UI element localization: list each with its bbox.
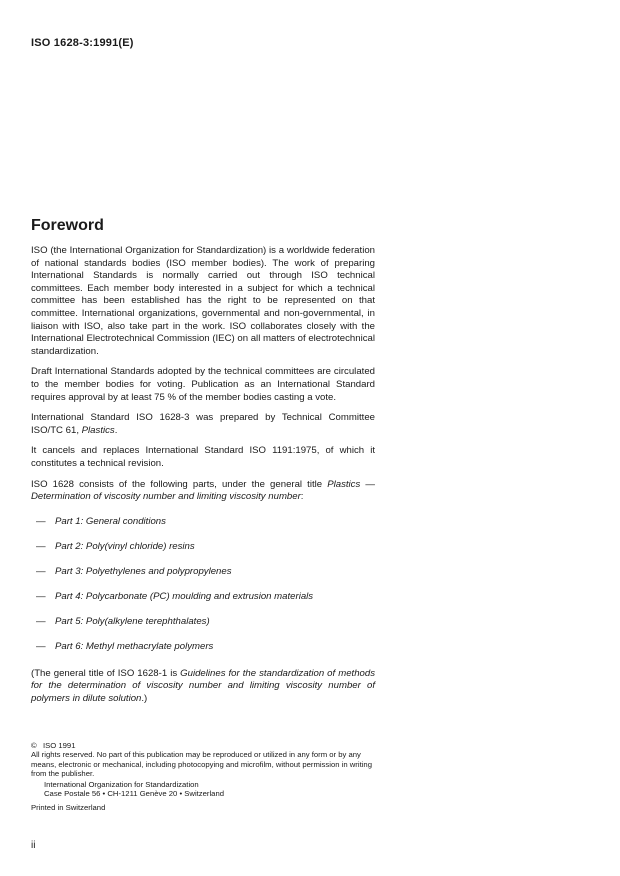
address-line: Case Postale 56 • CH-1211 Genève 20 • Switzerland xyxy=(44,789,225,799)
list-item xyxy=(31,516,375,529)
dash-bullet: — xyxy=(36,616,46,628)
paragraph-general-title-note xyxy=(31,668,375,706)
general-title: Plastics — Determination of viscosity number and limiting viscosity number xyxy=(31,478,375,503)
dash-bullet: — xyxy=(36,515,46,527)
rights-statement: All rights reserved. No part of this publication may be reproduced or utilized in any form or by any means, electronic or mechanical, including photocopying and microfilm, without permission in writing from the publisher. xyxy=(31,750,372,778)
dash-bullet: — xyxy=(36,590,46,602)
note-end: .) xyxy=(141,692,148,704)
printed-in: Printed in Switzerland xyxy=(31,802,106,812)
page-number: ii xyxy=(31,840,36,851)
paragraph-draft-standards: Draft International Standards adopted by the technical committees are circulated to the member bodies for voting. Publication as an International Standard requires approval by at least 75 % of the member bodies casting a vote. xyxy=(31,366,375,403)
copyright-text: ISO 1991 xyxy=(43,741,76,750)
address-line: International Organization for Standardization xyxy=(44,780,199,790)
part-label: Part 4: Polycarbonate (PC) moulding and extrusion materials xyxy=(55,590,314,602)
list-item xyxy=(31,541,375,554)
page-title: Foreword xyxy=(31,217,104,234)
copyright-footer xyxy=(31,741,376,812)
prepared-by-end: . xyxy=(114,424,118,436)
note-title: Guidelines for the standardization of methods for the determination of viscosity number and limiting viscosity number of polymers in dilute solution xyxy=(31,667,375,704)
publisher-address xyxy=(31,780,376,799)
paragraph-parts-intro xyxy=(31,479,375,504)
list-item xyxy=(31,616,375,629)
paragraph-iso-intro: ISO (the International Organization for Standardization) is a worldwide federation of national standards bodies (ISO member bodies). The work of preparing International Standards is normally carried out through ISO technical committees. Each member body interested in a subject for which a technical committee has been established has the right to be represented on that committee. International organizations, governmental and non-governmental, in liaison with ISO, also take part in the work. ISO collaborates closely with the International Electrotechnical Commission (IEC) on all matters of electrotechnical standardization. xyxy=(31,245,375,357)
dash-bullet: — xyxy=(36,641,46,653)
part-label: Part 3: Polyethylenes and polypropylenes xyxy=(55,565,232,577)
copyright-icon: © xyxy=(31,741,37,750)
part-label: Part 1: General conditions xyxy=(55,515,166,527)
committee-name: Plastics xyxy=(81,424,115,436)
parts-intro-end: : xyxy=(300,491,304,503)
paragraph-cancels-replaces: It cancels and replaces International Standard ISO 1191:1975, of which it constitutes a technical revision. xyxy=(31,445,375,469)
list-item xyxy=(31,591,375,604)
copyright-line xyxy=(31,741,376,750)
list-item xyxy=(31,641,375,654)
prepared-by-text: International Standard ISO 1628-3 was prepared by Technical Committee ISO/TC 61, xyxy=(31,412,375,436)
note-text: (The general title of ISO 1628-1 is xyxy=(31,667,181,679)
parts-intro-text: ISO 1628 consists of the following parts, under the general title xyxy=(31,478,328,490)
list-item xyxy=(31,566,375,579)
part-label: Part 2: Poly(vinyl chloride) resins xyxy=(55,540,195,552)
part-label: Part 5: Poly(alkylene terephthalates) xyxy=(55,616,210,628)
paragraph-prepared-by xyxy=(31,412,375,437)
dash-bullet: — xyxy=(36,565,46,577)
dash-bullet: — xyxy=(36,540,46,552)
foreword-body xyxy=(31,245,375,714)
part-label: Part 6: Methyl methacrylate polymers xyxy=(55,641,214,653)
parts-list xyxy=(31,516,375,654)
document-identifier: ISO 1628-3:1991(E) xyxy=(31,37,134,49)
